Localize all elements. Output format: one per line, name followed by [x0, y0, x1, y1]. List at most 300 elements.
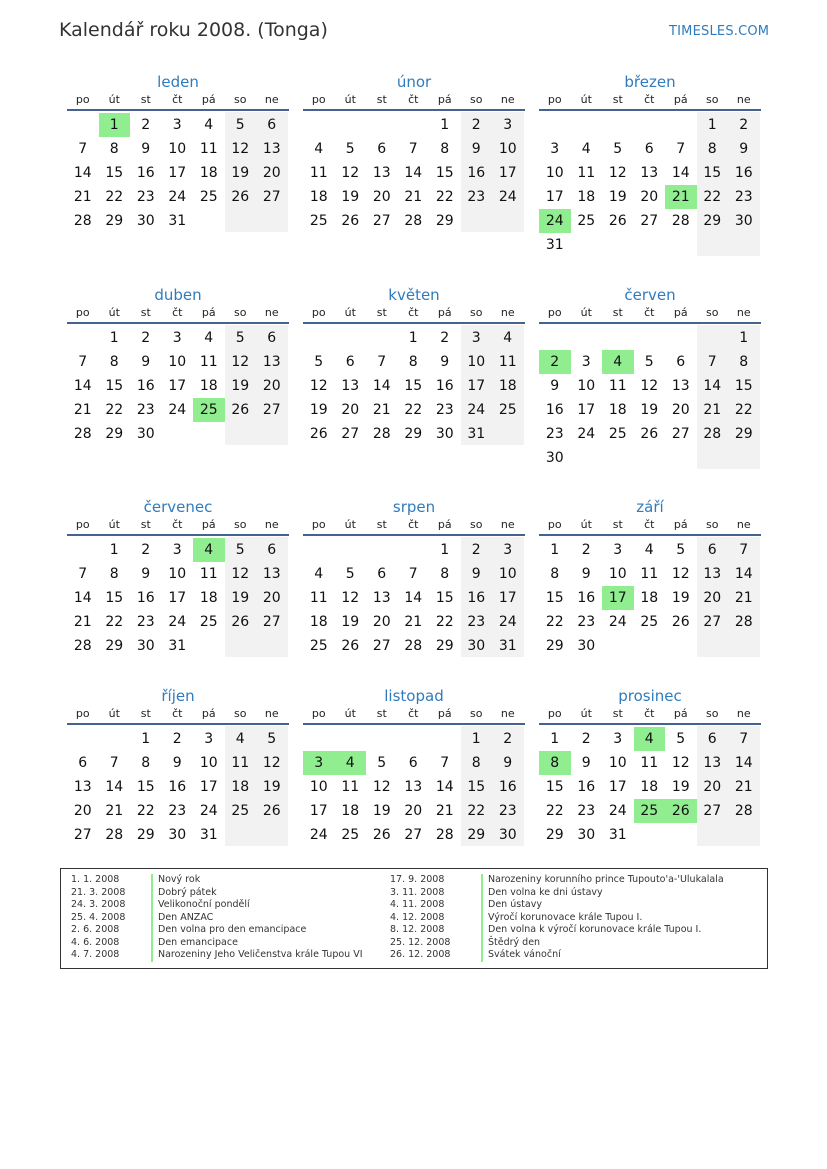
day-cell[interactable]: 28 — [105, 827, 124, 843]
day-cell[interactable]: 26 — [640, 426, 659, 442]
day-cell[interactable]: 23 — [136, 189, 155, 205]
day-cell[interactable]: 23 — [577, 803, 596, 819]
day-cell[interactable]: 11 — [640, 566, 659, 582]
day-cell[interactable]: 26 — [341, 638, 360, 654]
day-cell[interactable]: 9 — [471, 566, 481, 582]
day-cell[interactable]: 6 — [408, 755, 418, 771]
day-cell[interactable]: 22 — [545, 614, 564, 630]
day-cell[interactable]: 5 — [345, 141, 355, 157]
day-cell[interactable]: 23 — [577, 614, 596, 630]
day-cell[interactable]: 27 — [262, 189, 281, 205]
day-cell[interactable]: 27 — [262, 614, 281, 630]
day-cell[interactable]: 18 — [640, 779, 659, 795]
day-cell[interactable]: 3 — [172, 117, 182, 133]
day-cell[interactable]: 2 — [471, 542, 481, 558]
day-cell[interactable]: 20 — [703, 590, 722, 606]
day-cell[interactable]: 1 — [550, 731, 560, 747]
day-cell[interactable]: 11 — [199, 566, 218, 582]
day-cell[interactable]: 24 — [608, 803, 627, 819]
day-cell[interactable]: 9 — [503, 755, 513, 771]
day-cell[interactable]: 5 — [235, 117, 245, 133]
day-cell[interactable]: 2 — [172, 731, 182, 747]
day-cell[interactable]: 12 — [231, 354, 250, 370]
holiday-day[interactable]: 4 — [602, 350, 634, 374]
day-cell[interactable]: 28 — [435, 827, 454, 843]
day-cell[interactable]: 27 — [671, 426, 690, 442]
day-cell[interactable]: 20 — [640, 189, 659, 205]
day-cell[interactable]: 9 — [141, 566, 151, 582]
day-cell[interactable]: 6 — [707, 731, 717, 747]
day-cell[interactable]: 2 — [471, 117, 481, 133]
day-cell[interactable]: 21 — [372, 402, 391, 418]
holiday-day[interactable]: 17 — [602, 586, 634, 610]
holiday-day[interactable]: 25 — [193, 398, 225, 422]
day-cell[interactable]: 26 — [309, 426, 328, 442]
day-cell[interactable]: 3 — [581, 354, 591, 370]
day-cell[interactable]: 16 — [577, 590, 596, 606]
day-cell[interactable]: 12 — [640, 378, 659, 394]
day-cell[interactable]: 21 — [404, 189, 423, 205]
day-cell[interactable]: 21 — [404, 614, 423, 630]
day-cell[interactable]: 19 — [341, 189, 360, 205]
day-cell[interactable]: 20 — [262, 165, 281, 181]
day-cell[interactable]: 15 — [105, 590, 124, 606]
day-cell[interactable]: 3 — [613, 542, 623, 558]
day-cell[interactable]: 31 — [168, 213, 187, 229]
holiday-day[interactable]: 2 — [539, 350, 571, 374]
day-cell[interactable]: 12 — [231, 566, 250, 582]
day-cell[interactable]: 20 — [703, 779, 722, 795]
day-cell[interactable]: 9 — [141, 354, 151, 370]
day-cell[interactable]: 21 — [734, 779, 753, 795]
day-cell[interactable]: 15 — [105, 378, 124, 394]
holiday-day[interactable]: 4 — [335, 751, 367, 775]
day-cell[interactable]: 25 — [341, 827, 360, 843]
day-cell[interactable]: 10 — [309, 779, 328, 795]
day-cell[interactable]: 11 — [309, 165, 328, 181]
day-cell[interactable]: 15 — [467, 779, 486, 795]
day-cell[interactable]: 25 — [309, 213, 328, 229]
day-cell[interactable]: 15 — [404, 378, 423, 394]
day-cell[interactable]: 16 — [435, 378, 454, 394]
day-cell[interactable]: 23 — [435, 402, 454, 418]
day-cell[interactable]: 19 — [309, 402, 328, 418]
day-cell[interactable]: 6 — [267, 117, 277, 133]
day-cell[interactable]: 21 — [73, 402, 92, 418]
day-cell[interactable]: 24 — [168, 189, 187, 205]
brand-link[interactable]: TIMESLES.COM — [669, 24, 770, 39]
day-cell[interactable]: 29 — [435, 638, 454, 654]
day-cell[interactable]: 19 — [640, 402, 659, 418]
day-cell[interactable]: 10 — [498, 141, 517, 157]
day-cell[interactable]: 16 — [136, 590, 155, 606]
day-cell[interactable]: 7 — [440, 755, 450, 771]
day-cell[interactable]: 22 — [404, 402, 423, 418]
day-cell[interactable]: 2 — [581, 731, 591, 747]
day-cell[interactable]: 25 — [608, 426, 627, 442]
day-cell[interactable]: 31 — [467, 426, 486, 442]
day-cell[interactable]: 21 — [734, 590, 753, 606]
day-cell[interactable]: 4 — [644, 542, 654, 558]
day-cell[interactable]: 22 — [435, 614, 454, 630]
day-cell[interactable]: 28 — [703, 426, 722, 442]
day-cell[interactable]: 4 — [314, 141, 324, 157]
day-cell[interactable]: 19 — [608, 189, 627, 205]
day-cell[interactable]: 15 — [545, 590, 564, 606]
day-cell[interactable]: 5 — [267, 731, 277, 747]
day-cell[interactable]: 26 — [231, 189, 250, 205]
day-cell[interactable]: 4 — [204, 330, 214, 346]
day-cell[interactable]: 2 — [581, 542, 591, 558]
holiday-day[interactable]: 4 — [634, 727, 666, 751]
day-cell[interactable]: 18 — [309, 614, 328, 630]
day-cell[interactable]: 19 — [671, 779, 690, 795]
day-cell[interactable]: 7 — [707, 354, 717, 370]
day-cell[interactable]: 29 — [703, 213, 722, 229]
day-cell[interactable]: 27 — [262, 402, 281, 418]
day-cell[interactable]: 7 — [377, 354, 387, 370]
day-cell[interactable]: 6 — [377, 566, 387, 582]
day-cell[interactable]: 13 — [372, 590, 391, 606]
day-cell[interactable]: 12 — [341, 165, 360, 181]
day-cell[interactable]: 18 — [199, 165, 218, 181]
day-cell[interactable]: 1 — [707, 117, 717, 133]
day-cell[interactable]: 31 — [199, 827, 218, 843]
day-cell[interactable]: 16 — [136, 165, 155, 181]
day-cell[interactable]: 13 — [703, 566, 722, 582]
day-cell[interactable]: 30 — [467, 638, 486, 654]
day-cell[interactable]: 18 — [199, 378, 218, 394]
day-cell[interactable]: 26 — [608, 213, 627, 229]
day-cell[interactable]: 3 — [172, 330, 182, 346]
day-cell[interactable]: 1 — [408, 330, 418, 346]
day-cell[interactable]: 19 — [231, 378, 250, 394]
day-cell[interactable]: 1 — [109, 330, 119, 346]
day-cell[interactable]: 29 — [105, 426, 124, 442]
day-cell[interactable]: 20 — [671, 402, 690, 418]
day-cell[interactable]: 27 — [703, 614, 722, 630]
day-cell[interactable]: 14 — [73, 165, 92, 181]
holiday-day[interactable]: 3 — [303, 751, 335, 775]
day-cell[interactable]: 15 — [435, 590, 454, 606]
day-cell[interactable]: 22 — [467, 803, 486, 819]
day-cell[interactable]: 26 — [372, 827, 391, 843]
day-cell[interactable]: 13 — [404, 779, 423, 795]
day-cell[interactable]: 19 — [341, 614, 360, 630]
day-cell[interactable]: 4 — [581, 141, 591, 157]
day-cell[interactable]: 30 — [577, 827, 596, 843]
day-cell[interactable]: 9 — [471, 141, 481, 157]
day-cell[interactable]: 28 — [73, 638, 92, 654]
day-cell[interactable]: 9 — [581, 755, 591, 771]
day-cell[interactable]: 10 — [168, 566, 187, 582]
day-cell[interactable]: 28 — [404, 213, 423, 229]
day-cell[interactable]: 8 — [440, 566, 450, 582]
day-cell[interactable]: 24 — [168, 614, 187, 630]
day-cell[interactable]: 12 — [671, 755, 690, 771]
day-cell[interactable]: 13 — [262, 141, 281, 157]
day-cell[interactable]: 13 — [372, 165, 391, 181]
day-cell[interactable]: 5 — [676, 731, 686, 747]
day-cell[interactable]: 14 — [734, 566, 753, 582]
day-cell[interactable]: 7 — [78, 354, 88, 370]
holiday-day[interactable]: 21 — [665, 185, 697, 209]
day-cell[interactable]: 24 — [577, 426, 596, 442]
day-cell[interactable]: 13 — [341, 378, 360, 394]
day-cell[interactable]: 14 — [404, 590, 423, 606]
day-cell[interactable]: 20 — [341, 402, 360, 418]
day-cell[interactable]: 9 — [550, 378, 560, 394]
day-cell[interactable]: 8 — [550, 566, 560, 582]
day-cell[interactable]: 13 — [640, 165, 659, 181]
day-cell[interactable]: 27 — [341, 426, 360, 442]
holiday-day[interactable]: 25 — [634, 799, 666, 823]
day-cell[interactable]: 30 — [168, 827, 187, 843]
holiday-day[interactable]: 1 — [99, 113, 131, 137]
day-cell[interactable]: 23 — [734, 189, 753, 205]
day-cell[interactable]: 23 — [136, 614, 155, 630]
day-cell[interactable]: 10 — [498, 566, 517, 582]
day-cell[interactable]: 19 — [671, 590, 690, 606]
holiday-day[interactable]: 4 — [193, 538, 225, 562]
day-cell[interactable]: 4 — [503, 330, 513, 346]
day-cell[interactable]: 4 — [235, 731, 245, 747]
holiday-day[interactable]: 26 — [665, 799, 697, 823]
day-cell[interactable]: 12 — [341, 590, 360, 606]
day-cell[interactable]: 7 — [408, 141, 418, 157]
day-cell[interactable]: 2 — [141, 330, 151, 346]
day-cell[interactable]: 26 — [341, 213, 360, 229]
day-cell[interactable]: 6 — [267, 330, 277, 346]
day-cell[interactable]: 5 — [235, 330, 245, 346]
day-cell[interactable]: 27 — [372, 638, 391, 654]
day-cell[interactable]: 20 — [372, 614, 391, 630]
day-cell[interactable]: 30 — [136, 638, 155, 654]
day-cell[interactable]: 10 — [199, 755, 218, 771]
day-cell[interactable]: 9 — [172, 755, 182, 771]
day-cell[interactable]: 8 — [440, 141, 450, 157]
day-cell[interactable]: 20 — [404, 803, 423, 819]
day-cell[interactable]: 6 — [267, 542, 277, 558]
day-cell[interactable]: 25 — [231, 803, 250, 819]
day-cell[interactable]: 22 — [703, 189, 722, 205]
day-cell[interactable]: 14 — [404, 165, 423, 181]
day-cell[interactable]: 9 — [739, 141, 749, 157]
day-cell[interactable]: 13 — [703, 755, 722, 771]
day-cell[interactable]: 7 — [676, 141, 686, 157]
day-cell[interactable]: 20 — [262, 378, 281, 394]
day-cell[interactable]: 24 — [608, 614, 627, 630]
day-cell[interactable]: 28 — [404, 638, 423, 654]
day-cell[interactable]: 24 — [467, 402, 486, 418]
day-cell[interactable]: 26 — [231, 402, 250, 418]
day-cell[interactable]: 1 — [440, 542, 450, 558]
day-cell[interactable]: 17 — [168, 165, 187, 181]
day-cell[interactable]: 9 — [440, 354, 450, 370]
day-cell[interactable]: 12 — [231, 141, 250, 157]
day-cell[interactable]: 10 — [608, 566, 627, 582]
day-cell[interactable]: 19 — [262, 779, 281, 795]
day-cell[interactable]: 10 — [467, 354, 486, 370]
day-cell[interactable]: 16 — [498, 779, 517, 795]
day-cell[interactable]: 14 — [703, 378, 722, 394]
day-cell[interactable]: 11 — [577, 165, 596, 181]
day-cell[interactable]: 18 — [608, 402, 627, 418]
day-cell[interactable]: 12 — [608, 165, 627, 181]
day-cell[interactable]: 1 — [739, 330, 749, 346]
day-cell[interactable]: 29 — [105, 213, 124, 229]
day-cell[interactable]: 4 — [314, 566, 324, 582]
day-cell[interactable]: 23 — [545, 426, 564, 442]
day-cell[interactable]: 18 — [199, 590, 218, 606]
day-cell[interactable]: 14 — [435, 779, 454, 795]
day-cell[interactable]: 8 — [471, 755, 481, 771]
day-cell[interactable]: 18 — [498, 378, 517, 394]
day-cell[interactable]: 23 — [136, 402, 155, 418]
day-cell[interactable]: 5 — [235, 542, 245, 558]
day-cell[interactable]: 13 — [671, 378, 690, 394]
day-cell[interactable]: 11 — [608, 378, 627, 394]
day-cell[interactable]: 15 — [105, 165, 124, 181]
day-cell[interactable]: 23 — [168, 803, 187, 819]
day-cell[interactable]: 23 — [467, 614, 486, 630]
day-cell[interactable]: 7 — [78, 566, 88, 582]
day-cell[interactable]: 6 — [377, 141, 387, 157]
day-cell[interactable]: 12 — [671, 566, 690, 582]
day-cell[interactable]: 30 — [498, 827, 517, 843]
day-cell[interactable]: 6 — [644, 141, 654, 157]
day-cell[interactable]: 17 — [168, 590, 187, 606]
day-cell[interactable]: 1 — [471, 731, 481, 747]
day-cell[interactable]: 8 — [109, 566, 119, 582]
day-cell[interactable]: 24 — [498, 614, 517, 630]
day-cell[interactable]: 22 — [734, 402, 753, 418]
day-cell[interactable]: 29 — [105, 638, 124, 654]
day-cell[interactable]: 10 — [577, 378, 596, 394]
holiday-day[interactable]: 8 — [539, 751, 571, 775]
day-cell[interactable]: 16 — [545, 402, 564, 418]
day-cell[interactable]: 20 — [73, 803, 92, 819]
day-cell[interactable]: 31 — [608, 827, 627, 843]
day-cell[interactable]: 29 — [734, 426, 753, 442]
day-cell[interactable]: 16 — [734, 165, 753, 181]
day-cell[interactable]: 7 — [739, 731, 749, 747]
day-cell[interactable]: 18 — [231, 779, 250, 795]
day-cell[interactable]: 19 — [231, 165, 250, 181]
day-cell[interactable]: 24 — [199, 803, 218, 819]
day-cell[interactable]: 31 — [498, 638, 517, 654]
day-cell[interactable]: 3 — [204, 731, 214, 747]
day-cell[interactable]: 15 — [545, 779, 564, 795]
day-cell[interactable]: 14 — [372, 378, 391, 394]
day-cell[interactable]: 2 — [141, 117, 151, 133]
day-cell[interactable]: 14 — [105, 779, 124, 795]
day-cell[interactable]: 11 — [498, 354, 517, 370]
day-cell[interactable]: 21 — [105, 803, 124, 819]
day-cell[interactable]: 27 — [404, 827, 423, 843]
day-cell[interactable]: 9 — [581, 566, 591, 582]
day-cell[interactable]: 25 — [640, 614, 659, 630]
day-cell[interactable]: 1 — [440, 117, 450, 133]
day-cell[interactable]: 19 — [372, 803, 391, 819]
day-cell[interactable]: 31 — [168, 638, 187, 654]
day-cell[interactable]: 14 — [73, 378, 92, 394]
day-cell[interactable]: 8 — [739, 354, 749, 370]
day-cell[interactable]: 16 — [136, 378, 155, 394]
day-cell[interactable]: 11 — [199, 141, 218, 157]
day-cell[interactable]: 10 — [168, 354, 187, 370]
day-cell[interactable]: 14 — [734, 755, 753, 771]
day-cell[interactable]: 12 — [372, 779, 391, 795]
day-cell[interactable]: 10 — [545, 165, 564, 181]
day-cell[interactable]: 17 — [498, 165, 517, 181]
day-cell[interactable]: 17 — [199, 779, 218, 795]
day-cell[interactable]: 13 — [262, 354, 281, 370]
day-cell[interactable]: 15 — [734, 378, 753, 394]
day-cell[interactable]: 15 — [136, 779, 155, 795]
day-cell[interactable]: 17 — [309, 803, 328, 819]
day-cell[interactable]: 3 — [471, 330, 481, 346]
day-cell[interactable]: 26 — [231, 614, 250, 630]
day-cell[interactable]: 2 — [503, 731, 513, 747]
day-cell[interactable]: 3 — [503, 117, 513, 133]
day-cell[interactable]: 5 — [345, 566, 355, 582]
day-cell[interactable]: 21 — [73, 189, 92, 205]
day-cell[interactable]: 25 — [199, 189, 218, 205]
day-cell[interactable]: 14 — [73, 590, 92, 606]
day-cell[interactable]: 6 — [676, 354, 686, 370]
day-cell[interactable]: 13 — [73, 779, 92, 795]
day-cell[interactable]: 25 — [577, 213, 596, 229]
day-cell[interactable]: 11 — [341, 779, 360, 795]
day-cell[interactable]: 21 — [435, 803, 454, 819]
day-cell[interactable]: 15 — [703, 165, 722, 181]
day-cell[interactable]: 3 — [503, 542, 513, 558]
day-cell[interactable]: 11 — [199, 354, 218, 370]
day-cell[interactable]: 22 — [545, 803, 564, 819]
day-cell[interactable]: 9 — [141, 141, 151, 157]
day-cell[interactable]: 3 — [550, 141, 560, 157]
day-cell[interactable]: 12 — [309, 378, 328, 394]
day-cell[interactable]: 6 — [707, 542, 717, 558]
day-cell[interactable]: 30 — [136, 426, 155, 442]
day-cell[interactable]: 16 — [168, 779, 187, 795]
holiday-day[interactable]: 24 — [539, 209, 571, 233]
day-cell[interactable]: 18 — [341, 803, 360, 819]
day-cell[interactable]: 24 — [168, 402, 187, 418]
day-cell[interactable]: 18 — [640, 590, 659, 606]
day-cell[interactable]: 16 — [577, 779, 596, 795]
day-cell[interactable]: 22 — [136, 803, 155, 819]
day-cell[interactable]: 6 — [345, 354, 355, 370]
day-cell[interactable]: 28 — [73, 213, 92, 229]
day-cell[interactable]: 22 — [435, 189, 454, 205]
day-cell[interactable]: 26 — [262, 803, 281, 819]
day-cell[interactable]: 7 — [78, 141, 88, 157]
day-cell[interactable]: 5 — [676, 542, 686, 558]
day-cell[interactable]: 29 — [545, 638, 564, 654]
day-cell[interactable]: 18 — [309, 189, 328, 205]
day-cell[interactable]: 23 — [498, 803, 517, 819]
day-cell[interactable]: 23 — [467, 189, 486, 205]
day-cell[interactable]: 11 — [309, 590, 328, 606]
day-cell[interactable]: 30 — [734, 213, 753, 229]
day-cell[interactable]: 8 — [109, 354, 119, 370]
day-cell[interactable]: 8 — [707, 141, 717, 157]
day-cell[interactable]: 25 — [199, 614, 218, 630]
day-cell[interactable]: 6 — [78, 755, 88, 771]
day-cell[interactable]: 28 — [734, 614, 753, 630]
